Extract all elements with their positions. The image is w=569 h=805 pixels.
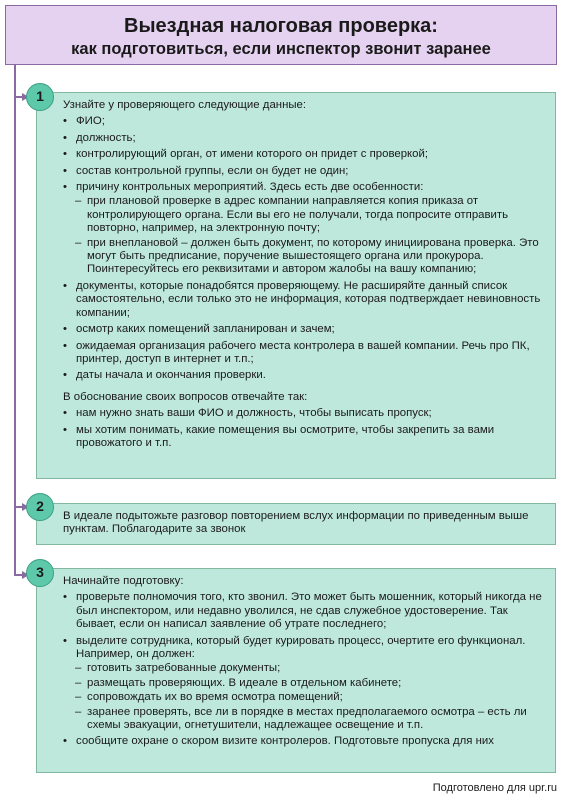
- sub-list-item: – заранее проверять, все ли в порядке в местах предполагаемого осмотра – есть ли схемы эвакуации, огнетушители, надлежащее освещение и т.п.: [63, 706, 545, 733]
- list-item: • сообщите охране о скором визите контролеров. Подготовьте пропуска для них: [63, 735, 545, 748]
- sub-list-item: – сопровождать их во время осмотра помещений;: [63, 691, 545, 704]
- step-3-intro: Начинайте подготовку:: [63, 575, 184, 587]
- page-title: Выездная налоговая проверка:: [124, 15, 438, 37]
- list-item: • ожидаемая организация рабочего места контролера в вашей компании. Речь про ПК, принтер, доступ в интернет и т.п.;: [63, 340, 545, 367]
- page-header: [5, 5, 557, 65]
- step-1-badge: 1: [26, 83, 54, 111]
- list-item: • осмотр каких помещений запланирован и зачем;: [63, 323, 545, 336]
- list-item: • проверьте полномочия того, кто звонил. Это может быть мошенник, который никогда не был инспектором, или недавно уволился, не сдав служебное удостоверение. Так бывает, если он написал заявление об утрате последнего;: [63, 591, 545, 631]
- step-1-box: [36, 92, 556, 479]
- step-1-intro: Узнайте у проверяющего следующие данные:: [63, 99, 307, 111]
- list-item: • мы хотим понимать, какие помещения вы осмотрите, чтобы закрепить за вами провожатого и т.п.: [63, 424, 545, 451]
- step-3-list: [63, 591, 545, 748]
- list-item: • нам нужно знать ваши ФИО и должность, чтобы выписать пропуск;: [63, 407, 545, 420]
- list-item: • даты начала и окончания проверки.: [63, 369, 545, 382]
- sub-list-item: – готовить затребованные документы;: [63, 662, 545, 675]
- step-2-box: [36, 503, 556, 545]
- step-1-intro-2: В обоснование своих вопросов отвечайте так:: [63, 390, 308, 403]
- list-item: • причину контрольных мероприятий. Здесь есть две особенности:: [63, 181, 545, 194]
- step-3-badge: 3: [26, 559, 54, 587]
- step-3-box: [36, 568, 556, 773]
- list-item: • состав контрольной группы, если он будет не один;: [63, 165, 545, 178]
- list-item: • выделите сотрудника, который будет курировать процесс, очертите его функционал. Например, он должен:: [63, 635, 545, 662]
- list-item: • должность;: [63, 132, 545, 145]
- sub-list-item: – при плановой проверке в адрес компании направляется копия приказа от контролирующего органа. Если вы его не получали, тогда попросите отправить повторно, например, на электронную почту;: [63, 195, 545, 235]
- step-2-text: В идеале подытожьте разговор повторением вслух информации по приведенным выше пунктам. Поблагодарите за звонок: [63, 510, 529, 536]
- sub-list-item: – при внеплановой – должен быть документ, по которому инициирована проверка. Это могут быть предписание, поручение вышестоящего органа или прокурора. Поинтересуйтесь его реквизитами и автором жалобы на вашу компанию;: [63, 237, 545, 277]
- sub-list-item: – размещать проверяющих. В идеале в отдельном кабинете;: [63, 677, 545, 690]
- step-2-badge: 2: [26, 493, 54, 521]
- list-item: • документы, которые понадобятся проверяющему. Не расширяйте данный список самостоятельно, если только это не информация, которая подтверждает невиновность компании;: [63, 280, 545, 320]
- step-1-list: [63, 115, 545, 382]
- step-1-list-2: [63, 407, 545, 450]
- list-item: • контролирующий орган, от имени которого он придет с проверкой;: [63, 148, 545, 161]
- page-subtitle: как подготовиться, если инспектор звонит заранее: [71, 40, 491, 58]
- timeline-line: [14, 65, 16, 575]
- footer-credit: Подготовлено для upr.ru: [432, 782, 557, 794]
- list-item: • ФИО;: [63, 115, 545, 128]
